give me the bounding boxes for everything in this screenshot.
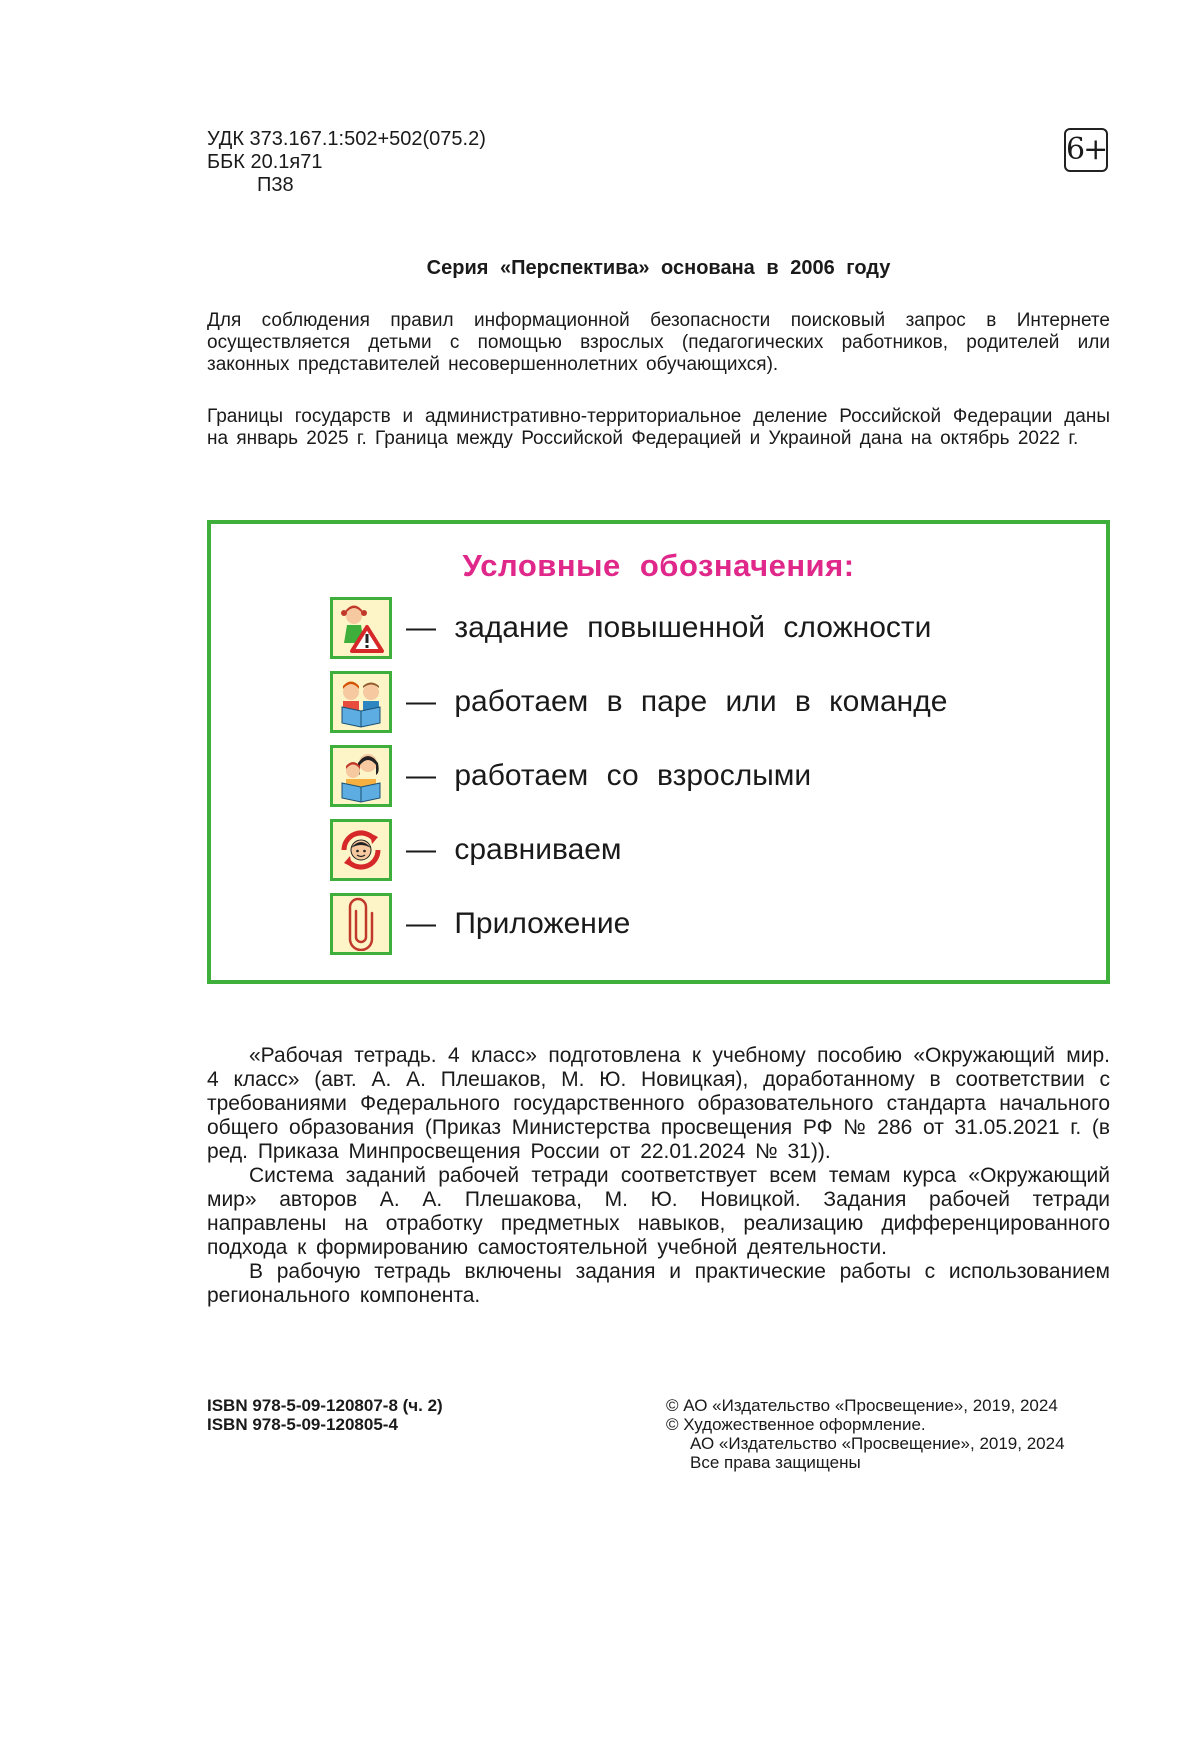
udk-code: УДК 373.167.1:502+502(075.2) <box>207 128 486 150</box>
age-rating-badge: 6+ <box>1064 128 1108 172</box>
description-paragraph: «Рабочая тетрадь. 4 класс» подготовлена к учебному пособию «Окружающий мир. 4 класс» (авт. А. А. Плешаков, М. Ю. Новицкая), доработанному в соответствии с требованиями Федерального государственного образовательного стандарта начального общего образования (Приказ Министерства просвещения РФ № 286 от 31.05.2021 г. (в ред. Приказа Минпросвещения России от 22.01.2024 № 31)). <box>207 1044 1110 1163</box>
copyright-line: © Художественное оформление. <box>666 1415 926 1434</box>
legend-box <box>207 520 1110 984</box>
compare-cycle-icon <box>330 819 392 881</box>
legend-item-label: — задание повышенной сложности <box>406 611 932 644</box>
bbk-code: ББК 20.1я71 <box>207 151 323 173</box>
adult-child-reading-icon <box>330 745 392 807</box>
legend-item <box>330 891 630 957</box>
legend-item <box>330 669 947 735</box>
internet-safety-notice: Для соблюдения правил информационной безопасности поисковый запрос в Интернете осуществляется детьми с помощью взрослых (педагогических работников, родителей или законных представителей несовершеннолетних обучающихся). <box>207 310 1110 375</box>
copyright-block <box>666 1396 1110 1472</box>
girl-warning-icon <box>330 597 392 659</box>
legend-item-label: — работаем в паре или в команде <box>406 685 948 718</box>
legend-item <box>330 743 811 809</box>
publication-description <box>207 1044 1110 1308</box>
copyright-line: © АО «Издательство «Просвещение», 2019, 2024 <box>666 1396 1058 1415</box>
copyright-line: Все права защищены <box>690 1453 861 1472</box>
author-code: П38 <box>257 174 294 196</box>
description-paragraph: В рабочую тетрадь включены задания и практические работы с использованием регионального компонента. <box>207 1260 1110 1307</box>
isbn-part: ISBN 978-5-09-120807-8 (ч. 2) <box>207 1396 443 1415</box>
isbn-set: ISBN 978-5-09-120805-4 <box>207 1415 398 1434</box>
series-title: Серия «Перспектива» основана в 2006 году <box>426 257 891 279</box>
borders-notice: Границы государств и административно-территориальное деление Российской Федерации даны на январь 2025 г. Граница между Российской Федерацией и Украиной дана на октябрь 2022 г. <box>207 406 1110 449</box>
legend-title: Условные обозначения: <box>462 548 855 583</box>
copyright-line: АО «Издательство «Просвещение», 2019, 2024 <box>690 1434 1065 1453</box>
legend-item <box>330 595 931 661</box>
isbn-block <box>207 1396 443 1434</box>
legend-item-label: — работаем со взрослыми <box>406 759 812 792</box>
legend-item-label: — Приложение <box>406 907 631 940</box>
pair-reading-icon <box>330 671 392 733</box>
description-paragraph: Система заданий рабочей тетради соответствует всем темам курса «Окружающий мир» авторов А. А. Плешакова, М. Ю. Новицкой. Задания рабочей тетради направлены на отработку предметных навыков, реализацию дифференцированного подхода к формированию самостоятельной учебной деятельности. <box>207 1164 1110 1259</box>
paperclip-icon <box>330 893 392 955</box>
catalog-codes <box>207 128 486 197</box>
legend-item-label: — сравниваем <box>406 833 622 866</box>
legend-item <box>330 817 622 883</box>
